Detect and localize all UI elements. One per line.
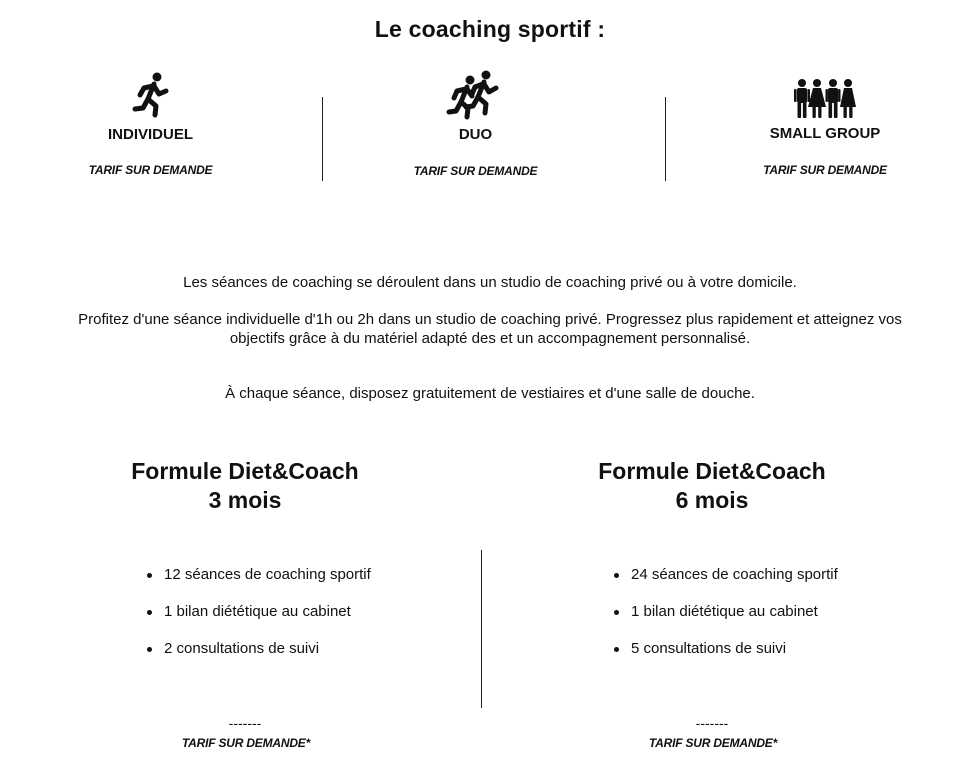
offer-name: SMALL GROUP [769,125,881,142]
divider [481,550,482,708]
offer-name: DUO [458,126,493,143]
offer-individuel [68,68,233,177]
formula-title [95,457,395,515]
divider [322,97,323,181]
offer-tarif: TARIF SUR DEMANDE [413,164,538,178]
list-item: 2 consultations de suivi [164,640,374,659]
two-runners-icon [443,66,509,120]
offer-small-group [741,78,909,177]
page-title: Le coaching sportif : [374,16,606,42]
dash-separator: ------- [695,715,729,731]
amenities-paragraph: À chaque séance, disposez gratuitement de vestiaires et d'une salle de douche. [225,385,755,402]
list-item: 24 séances de coaching sportif [631,566,841,585]
intro-paragraph: Les séances de coaching se déroulent dans un studio de coaching privé ou à votre domicile. [183,274,797,291]
formula-items [146,566,374,677]
dash-separator: ------- [228,715,262,731]
offer-name: INDIVIDUEL [107,126,193,143]
group-people-icon [794,78,856,120]
details-paragraph: Profitez d'une séance individuelle d'1h ou 2h dans un studio de coaching privé. Progressez plus rapidement et atteignez vos objectifs grâce à du matériel adapté des et un accompagnement personnalisé. [78,311,902,347]
formula-title [562,457,862,515]
offer-tarif: TARIF SUR DEMANDE [763,163,887,177]
formula-duration: 3 mois [208,487,282,513]
list-item: 5 consultations de suivi [631,640,841,659]
offer-tarif: TARIF SUR DEMANDE [88,163,213,177]
formula-title-line: Formule Diet&Coach [598,458,826,484]
formula-items [613,566,841,677]
list-item: 1 bilan diététique au cabinet [164,603,374,622]
list-item: 12 séances de coaching sportif [164,566,374,585]
formula-tarif: TARIF SUR DEMANDE* [181,736,311,750]
offer-duo [393,66,558,178]
runner-icon [125,68,177,120]
list-item: 1 bilan diététique au cabinet [631,603,841,622]
formula-duration: 6 mois [675,487,749,513]
divider [665,97,666,181]
formula-title-line: Formule Diet&Coach [131,458,359,484]
formula-tarif: TARIF SUR DEMANDE* [648,736,778,750]
